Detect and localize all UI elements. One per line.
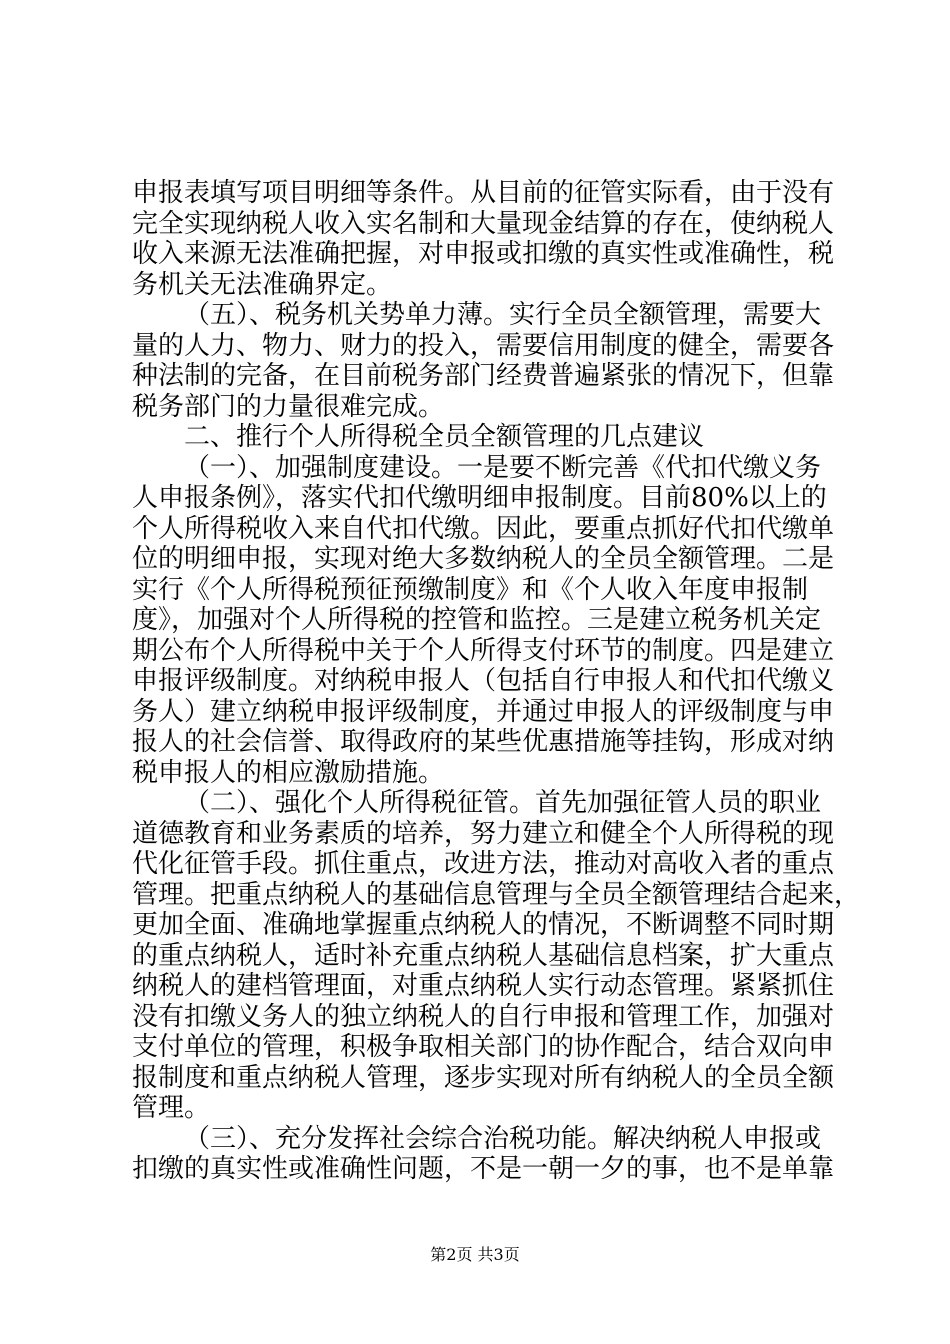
text-line: 位的明细申报，实现对绝大多数纳税人的全员全额管理。二是 xyxy=(132,544,835,574)
text-line: 管理。把重点纳税人的基础信息管理与全员全额管理结合起来， xyxy=(132,880,861,910)
text-line: 务机关无法准确界定。 xyxy=(132,270,393,300)
text-line: （二）、强化个人所得税征管。首先加强征管人员的职业 xyxy=(184,788,822,818)
text-line: 务人）建立纳税申报评级制度，并通过申报人的评级制度与申 xyxy=(132,697,835,727)
text-line: 扣缴的真实性或准确性问题，不是一朝一夕的事，也不是单靠 xyxy=(132,1154,835,1184)
text-line: （一）、加强制度建设。一是要不断完善《代扣代缴义务 xyxy=(184,453,822,483)
text-line: 管理。 xyxy=(132,1093,211,1123)
text-line: 种法制的完备，在目前税务部门经费普遍紧张的情况下，但靠 xyxy=(132,361,835,391)
text-line: 期公布个人所得税中关于个人所得支付环节的制度。四是建立 xyxy=(132,636,835,666)
text-line: （五）、税务机关势单力薄。实行全员全额管理，需要大 xyxy=(184,300,822,330)
text-line: （三）、充分发挥社会综合治税功能。解决纳税人申报或 xyxy=(184,1124,822,1154)
text-line: 收入来源无法准确把握，对申报或扣缴的真实性或准确性，税 xyxy=(132,239,835,269)
text-line: 更加全面、准确地掌握重点纳税人的情况，不断调整不同时期 xyxy=(132,910,835,940)
text-line: 申报表填写项目明细等条件。从目前的征管实际看，由于没有 xyxy=(132,178,835,208)
text-line: 税务部门的力量很难完成。 xyxy=(132,392,445,422)
text-line: 没有扣缴义务人的独立纳税人的自行申报和管理工作，加强对 xyxy=(132,1002,835,1032)
text-line: 报制度和重点纳税人管理，逐步实现对所有纳税人的全员全额 xyxy=(132,1063,835,1093)
text-line: 度》，加强对个人所得税的控管和监控。三是建立税务机关定 xyxy=(132,605,822,635)
text-line: 量的人力、物力、财力的投入，需要信用制度的健全，需要各 xyxy=(132,331,835,361)
text-line: 的重点纳税人，适时补充重点纳税人基础信息档案，扩大重点 xyxy=(132,941,835,971)
page-number-footer: 第2页 共3页 xyxy=(430,1245,520,1264)
text-line: 纳税人的建档管理面，对重点纳税人实行动态管理。紧紧抓住 xyxy=(132,971,835,1001)
text-line: 代化征管手段。抓住重点，改进方法，推动对高收入者的重点 xyxy=(132,849,835,879)
text-line: 道德教育和业务素质的培养，努力建立和健全个人所得税的现 xyxy=(132,819,835,849)
text-line: 支付单位的管理，积极争取相关部门的协作配合，结合双向申 xyxy=(132,1032,835,1062)
text-line: 申报评级制度。对纳税申报人（包括自行申报人和代扣代缴义 xyxy=(132,666,835,696)
text-line: 个人所得税收入来自代扣代缴。因此，要重点抓好代扣代缴单 xyxy=(132,514,835,544)
section-heading: 二、推行个人所得税全员全额管理的几点建议 xyxy=(184,422,705,452)
text-line: 实行《个人所得税预征预缴制度》和《个人收入年度申报制 xyxy=(132,575,809,605)
text-line: 完全实现纳税人收入实名制和大量现金结算的存在，使纳税人 xyxy=(132,209,835,239)
text-line: 税申报人的相应激励措施。 xyxy=(132,758,445,788)
text-line: 人申报条例》，落实代扣代缴明细申报制度。目前80%以上的 xyxy=(132,483,827,513)
text-line: 报人的社会信誉、取得政府的某些优惠措施等挂钩，形成对纳 xyxy=(132,727,835,757)
